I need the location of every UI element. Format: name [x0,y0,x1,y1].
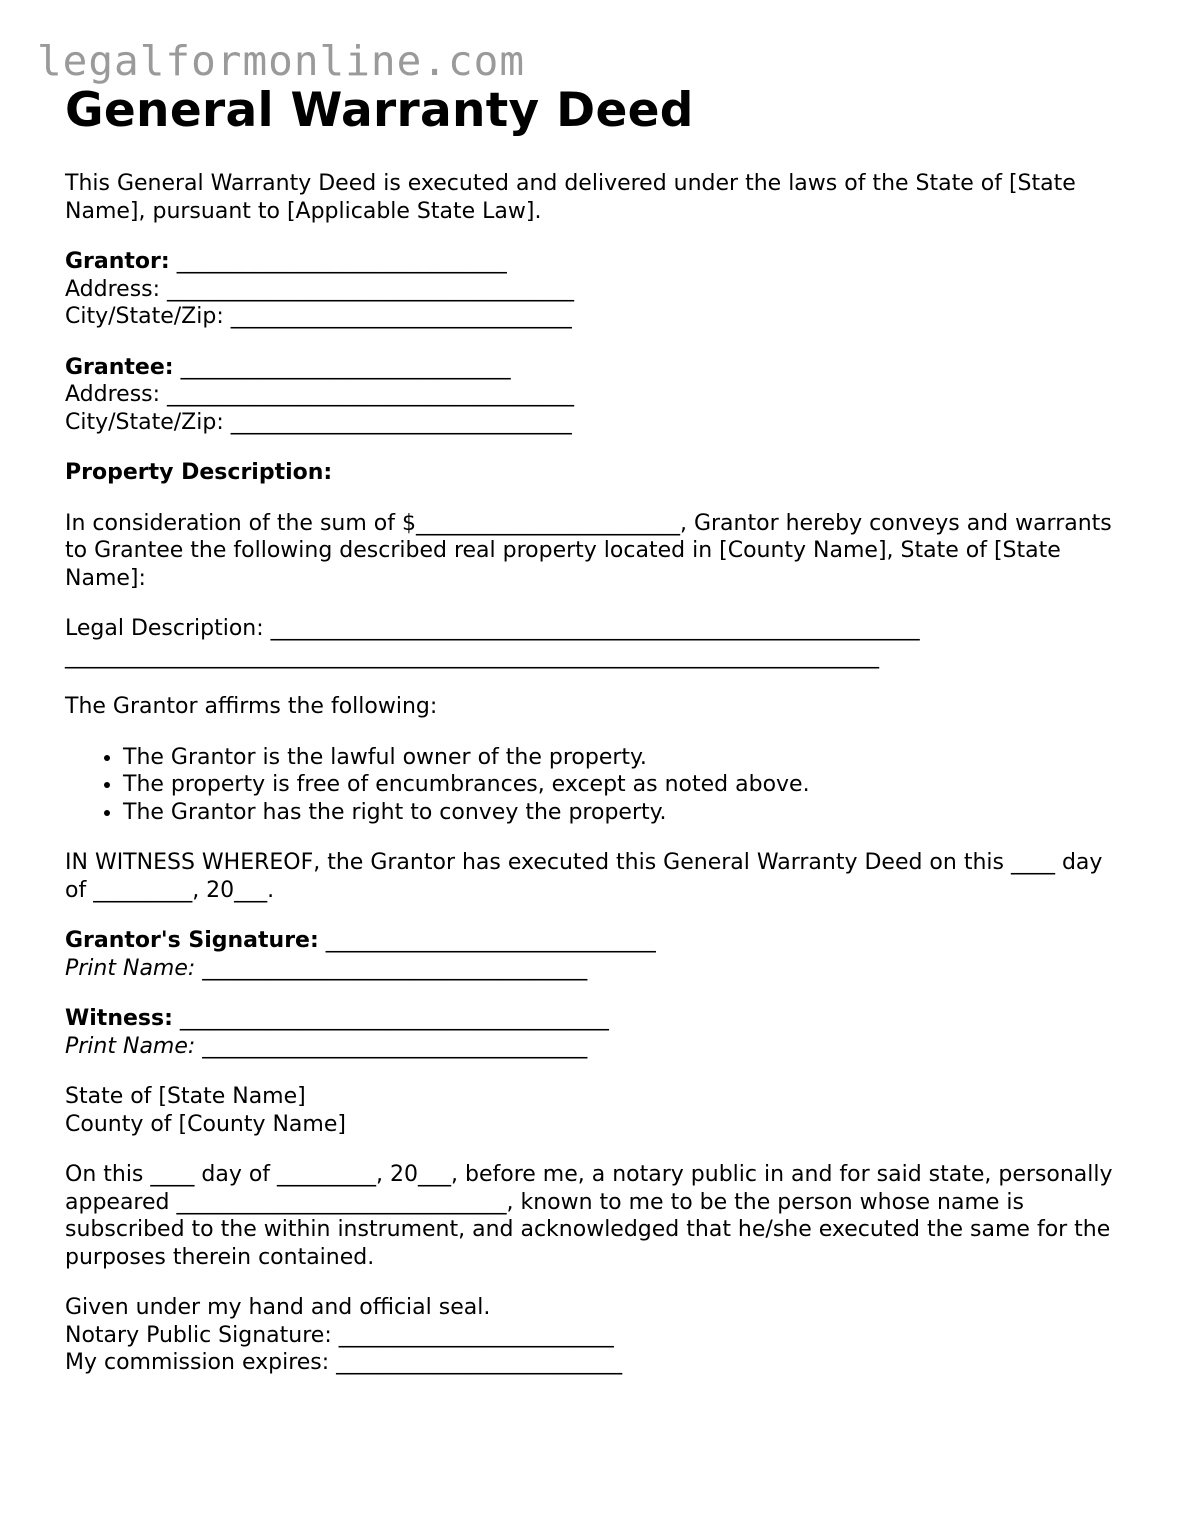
grantor-signature-block [65,927,1125,982]
seal-line: Given under my hand and official seal. [65,1295,491,1320]
grantor-address-line: Address: _____________________________________ [65,276,575,302]
witness-label: Witness: [65,1006,173,1031]
grantor-print-name-label: Print Name: [65,955,196,981]
grantor-label: Grantor: [65,249,170,274]
witness-signature-blank: _______________________________________ [172,1006,609,1031]
intro-paragraph: This General Warranty Deed is executed and delivered under the laws of the State of [State Name], pursuant to [Applicable State Law]. [65,171,1076,224]
grantor-signature-label: Grantor's Signature: [65,928,319,953]
list-item: • The Grantor is the lawful owner of the property. [123,744,1125,772]
grantor-block [65,248,1125,331]
grantor-print-name-line [65,955,1125,983]
legal-description-block [65,615,1125,670]
grantee-name-blank: ______________________________ [173,354,511,380]
document-title: General Warranty Deed [65,83,694,138]
list-item: • The Grantor has the right to convey the property. [123,799,1125,827]
witness-clause: IN WITNESS WHEREOF, the Grantor has executed this General Warranty Deed on this ____ day of _________, 20___. [65,850,1103,903]
grantor-signature-blank: ______________________________ [318,928,656,953]
grantee-block [65,354,1125,437]
grantee-city-line: City/State/Zip: _______________________________ [65,409,572,435]
legal-description-line: Legal Description: ___________________________________________________________ [65,616,920,641]
notary-signature-block [65,1294,1125,1377]
document-body [65,84,1125,1400]
grantor-city-line: City/State/Zip: _______________________________ [65,304,572,329]
watermark: legalformonline.com [37,37,525,85]
notary-signature-line: Notary Public Signature: _________________________ [65,1322,614,1348]
commission-expiry-line: My commission expires: __________________________ [65,1350,623,1375]
grantor-signature-line [65,927,1125,955]
affirmation-intro: The Grantor affirms the following: [65,694,438,719]
affirmation-list [65,744,1125,827]
grantee-label: Grantee: [65,354,174,380]
county-line: County of [County Name] [65,1111,346,1137]
grantor-name-blank: ______________________________ [169,249,507,274]
legal-description-continuation: __________________________________________________________________________ [65,643,879,669]
witness-signature-block [65,1005,1125,1060]
witness-print-name-blank: ___________________________________ [195,1033,588,1059]
consideration-paragraph: In consideration of the sum of $________________________, Grantor hereby conveys and warrants to Grantee the following described real property located in [County Name], State of [State Name]: [65,510,1112,591]
witness-print-name-line [65,1033,1125,1061]
grantee-address-line: Address: _____________________________________ [65,382,575,407]
grantee-name-line [65,354,1125,382]
witness-print-name-label: Print Name: [65,1033,196,1059]
venue-block [65,1083,1125,1138]
grantor-name-line [65,248,1125,276]
state-line: State of [State Name] [65,1084,306,1109]
witness-signature-line [65,1005,1125,1033]
grantor-print-name-blank: ___________________________________ [195,955,588,981]
notary-acknowledgment: On this ____ day of _________, 20___, before me, a notary public in and for said state, personally appeared ______________________________, known to me to be the person whose name is subscribed to the within instrument, and acknowledged that he/she executed the same for the purposes therein contained. [65,1162,1113,1270]
property-description-heading: Property Description: [65,460,333,485]
list-item: • The property is free of encumbrances, except as noted above. [123,771,1125,799]
